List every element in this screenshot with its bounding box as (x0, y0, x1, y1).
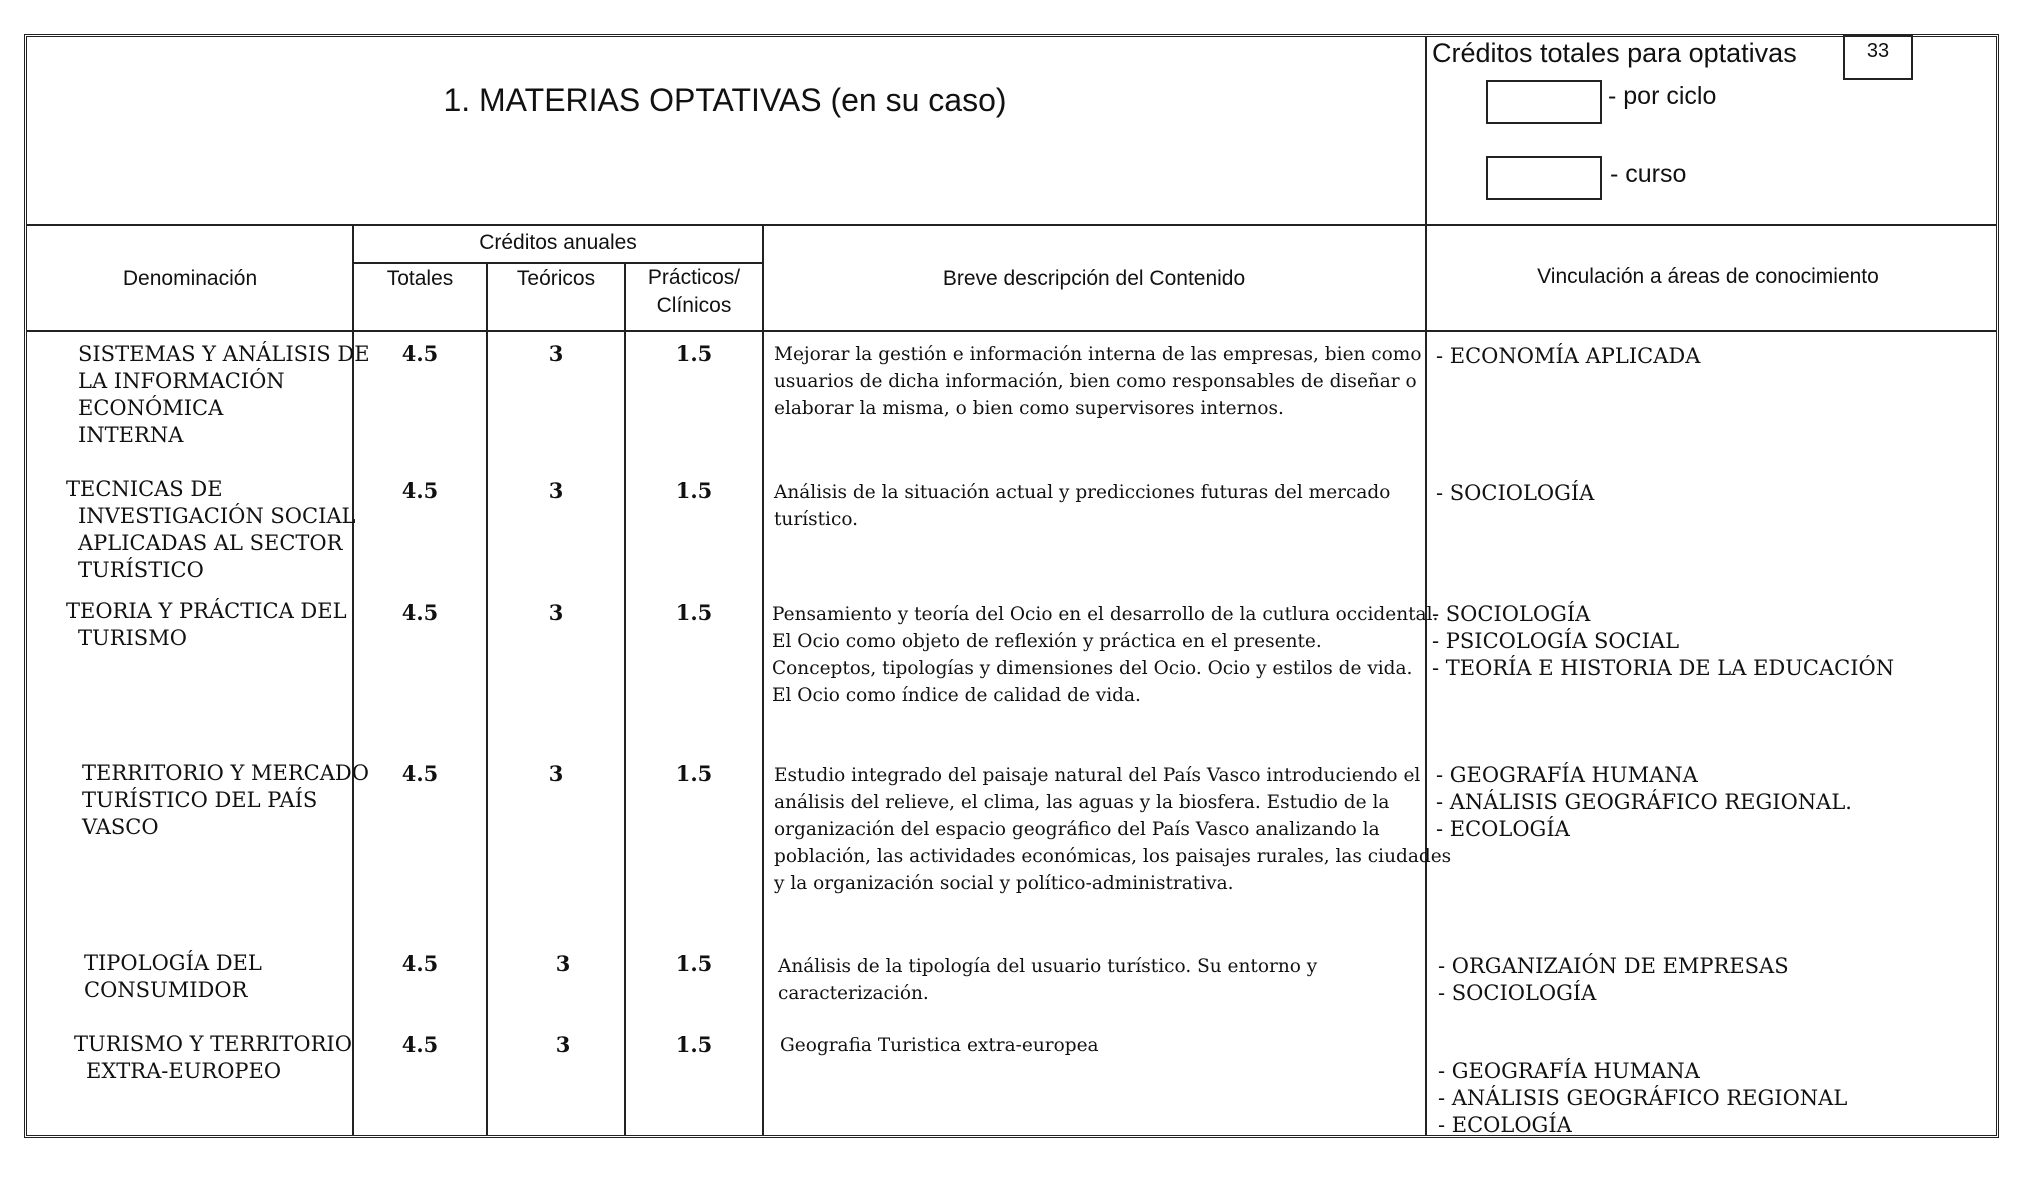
header-denominacion: Denominación (122, 267, 258, 290)
table-row-4-practicos: 1.5 (675, 761, 713, 786)
table-row-1-practicos: 1.5 (675, 341, 713, 366)
col-line-2 (486, 262, 488, 1136)
table-row-6-teoricos: 3 (555, 1032, 571, 1057)
table-row-1-teoricos: 3 (548, 341, 564, 366)
table-row-5-areas: - ORGANIZAIÓN DE EMPRESAS - SOCIOLOGÍA (1438, 954, 1789, 1005)
table-row-1-totales: 4.5 (401, 341, 439, 366)
table-row-5-practicos: 1.5 (675, 951, 713, 976)
header-practicos (626, 266, 762, 318)
creditos-divider (352, 262, 762, 264)
table-row-2-totales: 4.5 (401, 478, 439, 503)
header-divider (27, 224, 1997, 226)
header-practicos-line1: Prácticos/ (647, 266, 741, 289)
table-row-6-practicos: 1.5 (675, 1032, 713, 1057)
header-creditos-anuales: Créditos anuales (479, 231, 637, 254)
table-row-1-desc: Mejorar la gestión e información interna de las empresas, bien como usuarios de dicha información, bien como responsables de diseñar o elaborar la misma, o bien como supervisores internos. (774, 344, 1422, 419)
table-row-5-totales: 4.5 (401, 951, 439, 976)
table-row-6-desc: Geografia Turistica extra-europea (780, 1035, 1099, 1056)
per-course-label: - curso (1610, 160, 1687, 188)
table-row-6-totales: 4.5 (401, 1032, 439, 1057)
table-row-2-areas: - SOCIOLOGÍA (1436, 481, 1595, 505)
column-header-divider (27, 330, 1997, 332)
table-row-5-desc: Análisis de la tipología del usuario turístico. Su entorno y caracterización. (778, 956, 1318, 1004)
table-row-1-areas: - ECONOMÍA APLICADA (1436, 344, 1701, 368)
per-course-box (1486, 156, 1602, 200)
table-row-3-areas: - SOCIOLOGÍA - PSICOLOGÍA SOCIAL - TEORÍA E HISTORIA DE LA EDUCACIÓN (1432, 602, 1895, 680)
table-row-3-desc: Pensamiento y teoría del Ocio en el desarrollo de la cutlura occidental. El Ocio como objeto de reflexión y práctica en el presente. Conceptos, tipologías y dimensiones del Ocio. Ocio y estilos de vida. El Ocio como índice de calidad de vida. (772, 604, 1439, 706)
total-credits-box (1843, 34, 1913, 80)
table-row-2-desc: Análisis de la situación actual y predicciones futuras del mercado turístico. (774, 482, 1391, 530)
table-row-6-areas: - GEOGRAFÍA HUMANA - ANÁLISIS GEOGRÁFICO REGIONAL - ECOLOGÍA (1438, 1059, 1848, 1137)
table-row-2-teoricos: 3 (548, 478, 564, 503)
right-column-divider (1425, 36, 1427, 1136)
table-row-5-name: TIPOLOGÍA DEL CONSUMIDOR (84, 951, 262, 1002)
table-row-6-name: TURISMO Y TERRITORIO EXTRA-EUROPEO (74, 1032, 352, 1083)
table-row-2-practicos: 1.5 (675, 478, 713, 503)
header-totales: Totales (386, 267, 454, 290)
per-cycle-label: - por ciclo (1608, 82, 1717, 110)
col-line-3 (624, 262, 626, 1136)
per-cycle-box (1486, 80, 1602, 124)
total-credits-label: Créditos totales para optativas (1432, 38, 1797, 68)
table-row-3-totales: 4.5 (401, 600, 439, 625)
table-row-1-name: SISTEMAS Y ANÁLISIS DE LA INFORMACIÓN ECONÓMICA INTERNA (78, 342, 370, 447)
table-row-4-desc: Estudio integrado del paisaje natural del País Vasco introduciendo el análisis del relieve, el clima, las aguas y la biosfera. Estudio de la organización del espacio geográfico del País Vasco analizando la población, las actividades económicas, los paisajes rurales, las ciudades y la organización social y político-administrativa. (774, 765, 1452, 894)
table-row-3-name: TEORIA Y PRÁCTICA DEL TURISMO (66, 599, 347, 650)
header-vinculacion: Vinculación a áreas de conocimiento (1537, 265, 1879, 288)
header-practicos-line2: Clínicos (656, 294, 732, 317)
header-descripcion: Breve descripción del Contenido (942, 267, 1246, 290)
table-row-4-name: TERRITORIO Y MERCADO TURÍSTICO DEL PAÍS VASCO (82, 761, 369, 839)
header-teoricos: Teóricos (516, 267, 596, 290)
table-row-2-name: TECNICAS DE INVESTIGACIÓN SOCIAL APLICADAS AL SECTOR TURÍSTICO (66, 477, 356, 582)
page-title: 1. MATERIAS OPTATIVAS (en su caso) (443, 82, 1007, 118)
table-row-4-totales: 4.5 (401, 761, 439, 786)
table-row-4-areas: - GEOGRAFÍA HUMANA - ANÁLISIS GEOGRÁFICO REGIONAL. - ECOLOGÍA (1436, 763, 1852, 841)
table-row-4-teoricos: 3 (548, 761, 564, 786)
table-row-3-teoricos: 3 (548, 600, 564, 625)
table-row-5-teoricos: 3 (555, 951, 571, 976)
table-row-3-practicos: 1.5 (675, 600, 713, 625)
total-credits-value: 33 (1866, 40, 1890, 62)
col-line-4 (762, 226, 764, 1136)
